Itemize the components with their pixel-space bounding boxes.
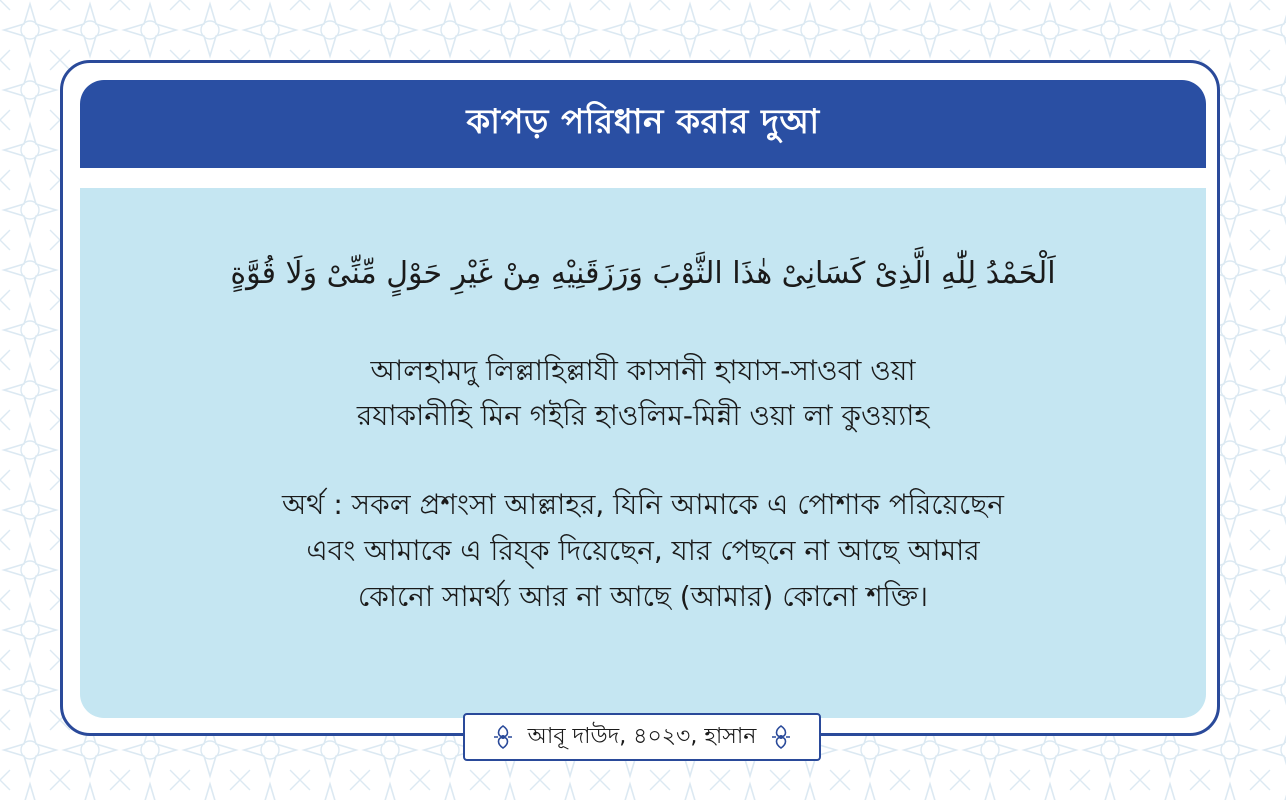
meaning-line: এবং আমাকে এ রিয্ক দিয়েছেন, যার পেছনে না আছে আমার [306, 534, 980, 567]
meaning-block [140, 482, 1146, 620]
page-title: কাপড় পরিধান করার দুআ [466, 101, 820, 142]
transliteration-block [140, 348, 1146, 438]
reference-badge [463, 713, 821, 761]
floral-ornament-icon [492, 724, 514, 750]
meaning-line: অর্থ : সকল প্রশংসা আল্লাহর, যিনি আমাকে এ পোশাক পরিয়েছেন [282, 488, 1004, 521]
meaning-line: কোনো সামর্থ্য আর না আছে (আমার) কোনো শক্তি। [357, 580, 929, 613]
arabic-dua-text: اَلْحَمْدُ لِلّٰهِ الَّذِىْ كَسَانِىْ هٰذَا الثَّوْبَ وَرَزَقَنِيْهِ مِنْ غَيْرِ حَوْلٍ مِّنِّىْ وَلَا قُوَّةٍ [230, 256, 1056, 291]
reference-text: আবূ দাউদ, ৪০২৩, হাসান [527, 723, 757, 749]
transliteration-line: রযাকানীহি মিন গইরি হাওলিম-মিন্নী ওয়া লা কুওয়্যাহ [356, 399, 930, 432]
title-bar [80, 80, 1206, 168]
content-panel [80, 188, 1206, 718]
floral-ornament-icon [770, 724, 792, 750]
transliteration-line: আলহামদু লিল্লাহিল্লাযী কাসানী হাযাস-সাওবা ওয়া [370, 354, 916, 387]
